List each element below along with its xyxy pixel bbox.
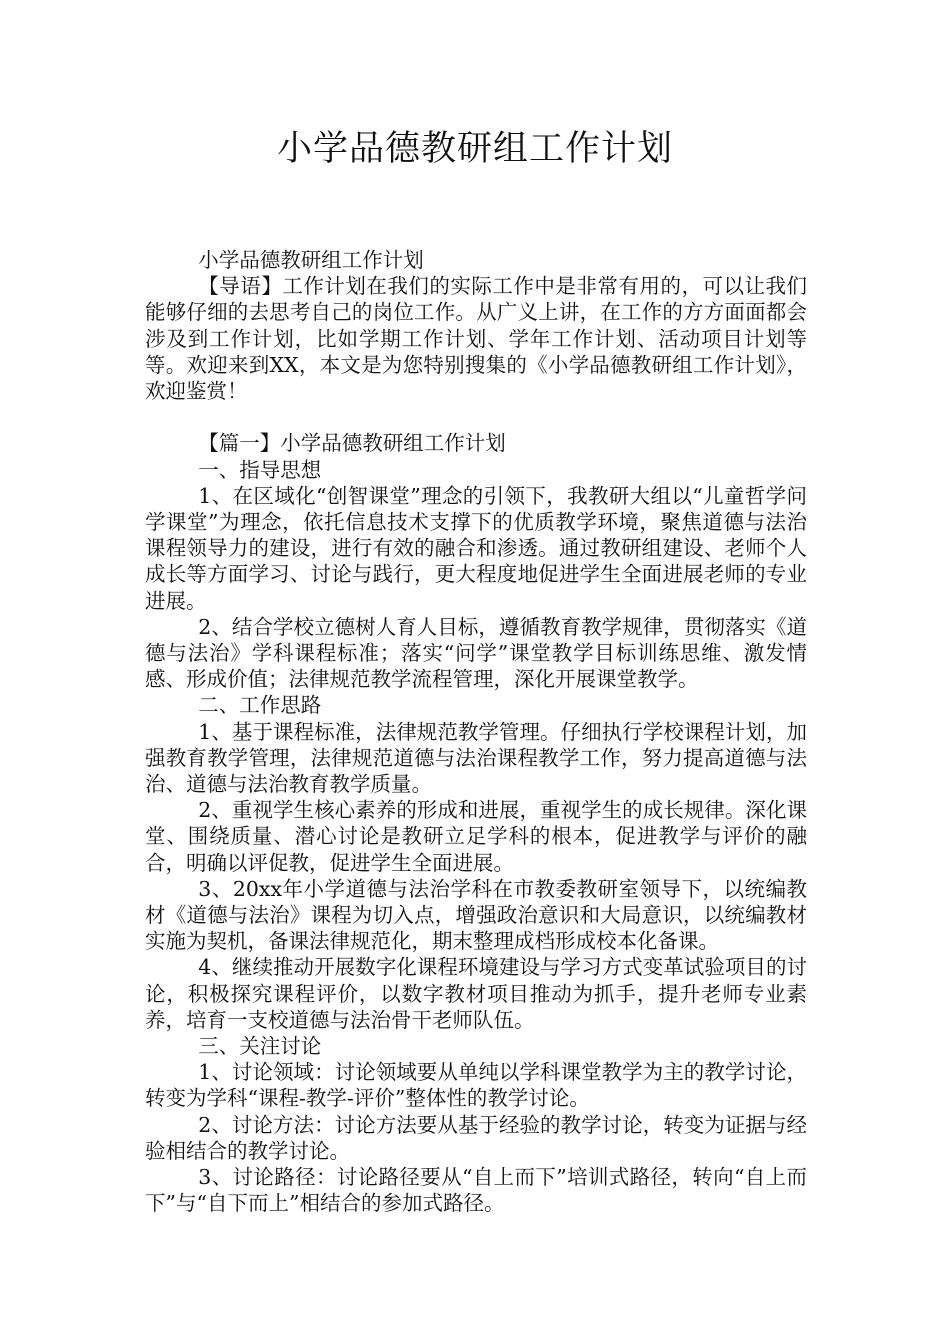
part-heading: 【篇一】小学品德教研组工作计划 <box>198 431 506 456</box>
section-paragraph: 3、20xx年小学道德与法治学科在市教委教研室领导下，以统编教材《道德与法治》课程为切入点，增强政治意识和大局意识，以统编教材实施为契机，备课法律规范化，期末整理成档形成校本化备课。 <box>145 876 807 954</box>
section-heading: 三、关注讨论 <box>198 1034 322 1059</box>
section-paragraph: 1、讨论领域：讨论领域要从单纯以学科课堂教学为主的教学讨论，转变为学科“课程-教学-评价”整体性的教学讨论。 <box>145 1060 807 1111</box>
section-heading: 一、指导思想 <box>198 457 322 482</box>
section-heading: 二、工作思路 <box>198 693 322 718</box>
section-paragraph: 3、讨论路径：讨论路径要从“自上而下”培训式路径，转向“自上而下”与“自下而上”相结合的参加式路径。 <box>145 1165 807 1216</box>
section-paragraph: 2、讨论方法：讨论方法要从基于经验的教学讨论，转变为证据与经验相结合的教学讨论。 <box>145 1112 807 1163</box>
section-paragraph: 1、在区域化“创智课堂”理念的引领下，我教研大组以“儿童哲学问学课堂”为理念，依托信息技术支撑下的优质教学环境，聚焦道德与法治课程领导力的建设，进行有效的融合和渗透。通过教研组建设、老师个人成长等方面学习、讨论与践行，更大程度地促进学生全面进展老师的专业进展。 <box>145 483 807 613</box>
section-paragraph: 4、继续推动开展数字化课程环境建设与学习方式变革试验项目的讨论，积极探究课程评价，以数字教材项目推动为抓手，提升老师专业素养，培育一支校道德与法治骨干老师队伍。 <box>145 955 807 1032</box>
document-subtitle: 小学品德教研组工作计划 <box>198 248 424 272</box>
section-paragraph: 2、重视学生核心素养的形成和进展，重视学生的成长规律。深化课堂、围绕质量、潜心讨论是教研立足学科的根本，促进教学与评价的融合，明确以评促教，促进学生全面进展。 <box>145 798 807 875</box>
document-title: 小学品德教研组工作计划 <box>276 129 673 169</box>
document-body <box>145 247 807 1217</box>
section-paragraph: 2、结合学校立德树人育人目标，遵循教育教学规律，贯彻落实《道德与法治》学科课程标准；落实“问学”课堂教学目标训练思维、激发情感、形成价值；法律规范教学流程管理，深化开展课堂教学。 <box>145 614 807 692</box>
intro-paragraph: 【导语】工作计划在我们的实际工作中是非常有用的，可以让我们能够仔细的去思考自己的岗位工作。从广义上讲，在工作的方方面面都会涉及到工作计划，比如学期工作计划、学年工作计划、活动项目计划等等。欢迎来到XX，本文是为您特别搜集的《小学品德教研组工作计划》，欢迎鉴赏！ <box>145 274 807 404</box>
paragraph-spacer <box>145 404 807 430</box>
section-paragraph: 1、基于课程标准，法律规范教学管理。仔细执行学校课程计划，加强教育教学管理，法律规范道德与法治课程教学工作，努力提高道德与法治、道德与法治教育教学质量。 <box>145 719 807 797</box>
